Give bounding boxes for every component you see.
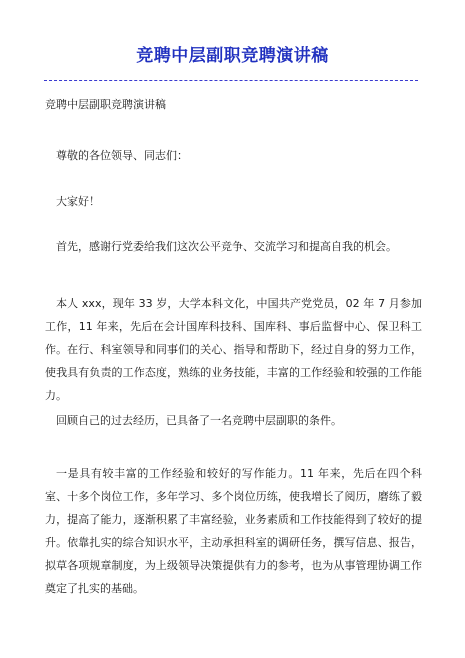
title-divider [44,80,418,81]
document-title: 竞聘中层副职竞聘演讲稿 [136,46,329,66]
paragraph-hello: 大家好！ [56,195,100,208]
paragraph-experience: 一是具有较丰富的工作经验和较好的写作能力。11 年来，先后在四个科室、十多个岗位工作，多年学习、多个岗位历练，使我增长了阅历，磨练了毅力，提高了能力，逐渐积累了丰富经验，业务素质和工作技能得到了较好的提升。依靠扎实的综合知识水平，主动承担科室的调研任务，撰写信息、报告，拟草各项规章制度，为上级领导决策提供有力的参考，也为从事管理协调工作奠定了扎实的基础。 [45,467,422,595]
paragraph-intro: 本人 xxx，现年 33 岁，大学本科文化，中国共产党党员，02 年 7 月参加工作，11 年来，先后在会计国库科技科、国库科、事后监督中心、保卫科工作。在行、科室领导和同事们的关心、指导和帮助下，经过自身的努力工作，使我具有负责的工作态度，熟练的业务技能，丰富的工作经验和较强的工作能力。 [45,297,422,402]
document-subtitle: 竞聘中层副职竞聘演讲稿 [45,98,166,111]
paragraph-thanks: 首先，感谢行党委给我们这次公平竞争、交流学习和提高自我的机会。 [56,240,397,253]
paragraph-greeting: 尊敬的各位领导、同志们： [56,149,188,162]
paragraph-review: 回顾自己的过去经历，已具备了一名竞聘中层副职的条件。 [56,414,342,427]
